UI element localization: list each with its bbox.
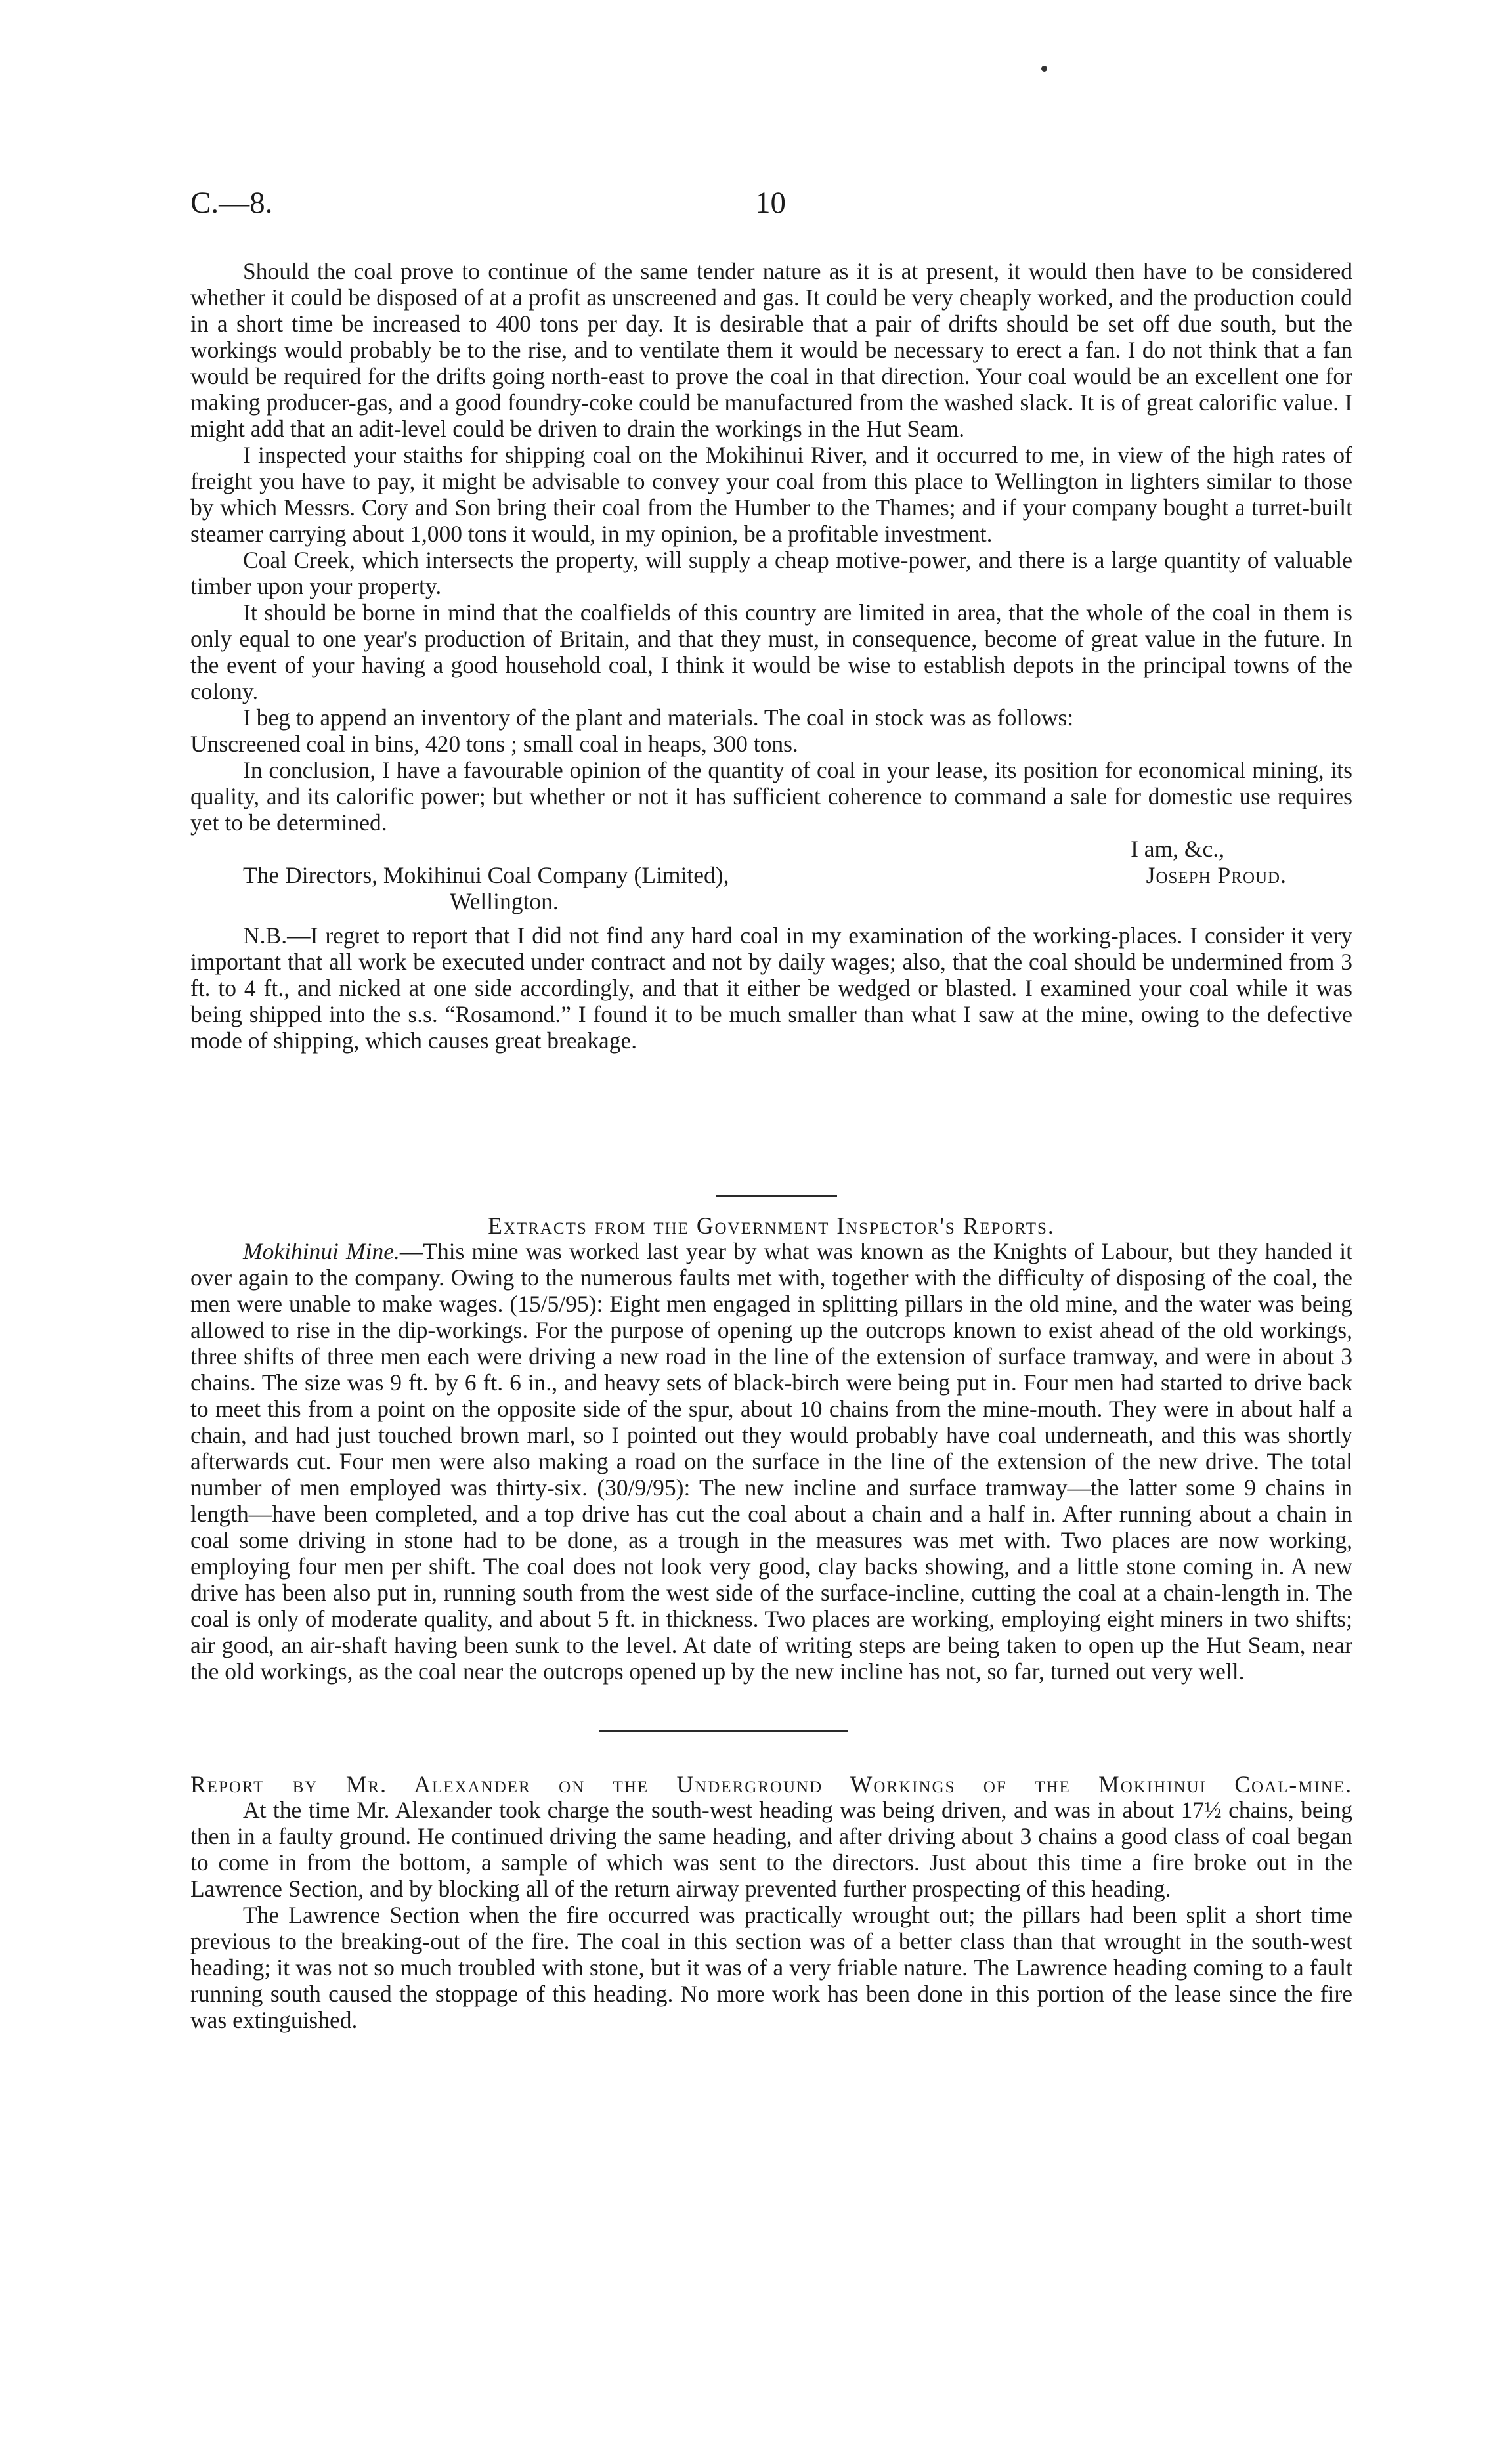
report-paragraph-2: The Lawrence Section when the fire occurred was practically wrought out; the pillars had been split a short time previous to the breaking-out of the fire. The coal in this section was of a better class than that wrought in the south-west heading; it was not so much troubled with stone, but it was of a very friable nature. The Lawrence heading coming to a fault running south caused the stoppage of this heading. No more work has been done in this portion of the lease since the fire was extinguished. — [190, 1902, 1352, 2033]
report-paragraph-1: At the time Mr. Alexander took charge the south-west heading was being driven, and was in about 17½ chains, being then in a faulty ground. He continued driving the same heading, and after driving about 3 chains a good class of coal began to come in from the bottom, a sample of which was sent to the directors. Just about this time a fire broke out in the Lawrence Section, and by blocking all of the return airway prevented further prospecting of this heading. — [190, 1797, 1352, 1902]
signature-block — [190, 836, 1352, 914]
stock-line: Unscreened coal in bins, 420 tons ; small coal in heaps, 300 tons. — [190, 731, 798, 757]
addressee: The Directors, Mokihinui Coal Company (Limited), — [243, 862, 729, 888]
extracts-body — [190, 1238, 1352, 1685]
letter-paragraph-3: Coal Creek, which intersects the property, will supply a cheap motive-power, and there is a large quantity of valuable timber upon your property. — [190, 547, 1352, 599]
report-heading: Report by Mr. Alexander on the Underground Workings of the Mokihinui Coal-mine. — [190, 1771, 1352, 1797]
section-divider — [716, 1195, 837, 1197]
document-reference: C.—8. — [190, 186, 273, 220]
letter-body — [190, 258, 1352, 1054]
letter-paragraph-5: I beg to append an inventory of the plant and materials. The coal in stock was as follows: — [243, 704, 1074, 731]
page-number: 10 — [755, 186, 786, 220]
section-divider — [599, 1730, 848, 1732]
signatory-name: Joseph Proud. — [1146, 862, 1287, 888]
report-body — [190, 1797, 1352, 2033]
scan-speck — [1041, 66, 1047, 72]
mine-name: Mokihinui Mine. — [243, 1238, 400, 1264]
extracts-text: —This mine was worked last year by what was known as the Knights of Labour, but they handed it over again to the company. Owing to the numerous faults met with, together with the difficulty of disposing of the coal, the men were unable to make wages. (15/5/95): Eight men engaged in splitting pillars in the old mine, and the water was being allowed to rise in the dip-workings. For the purpose of opening up the outcrops known to exist ahead of the old workings, three shifts of three men each were driving a new road in the line of the extension of surface tramway, and were in about 3 chains. The size was 9 ft. by 6 ft. 6 in., and heavy sets of black-birch were being put in. Four men had started to drive back to meet this from a point on the opposite side of the spur, about 10 chains from the mine-mouth. They were in about half a chain, and had just touched brown marl, so I pointed out they would probably have coal underneath, and this was shortly afterwards cut. Four men were also making a road on the surface in the line of the extension of the new drive. The total number of men employed was thirty-six. (30/9/95): The new incline and surface tramway—the latter some 9 chains in length—have been completed, and a top drive has cut the coal about a chain and a half in. After running about a chain in coal some driving in stone had to be done, as a trough in the measures was met with. Two places are now working, employing four men per shift. The coal does not look very good, clay backs showing, and a little stone coming in. A new drive has been also put in, running south from the west side of the surface-incline, cutting the coal at a chain-length in. The coal is only of moderate quality, and about 5 ft. in thickness. Two places are working, employing eight miners in two shifts; air good, an air-shaft having been sunk to the level. At date of writing steps are being taken to open up the Hut Seam, near the old workings, as the coal near the outcrops opened up by the new incline has not, so far, turned out very well. — [190, 1238, 1353, 1685]
extracts-paragraph — [190, 1238, 1352, 1685]
closing-line: I am, &c., — [1131, 836, 1224, 862]
addressee-city: Wellington. — [450, 888, 559, 914]
letter-paragraph-4: It should be borne in mind that the coalfields of this country are limited in area, that the whole of the coal in them is only equal to one year's production of Britain, and that they must, in consequence, become of great value in the future. In the event of your having a good household coal, I think it would be wise to establish depots in the principal towns of the colony. — [190, 599, 1352, 704]
letter-paragraph-1: Should the coal prove to continue of the same tender nature as it is at present, it would then have to be considered whether it could be disposed of at a profit as unscreened and gas. It could be very cheaply worked, and the production could in a short time be increased to 400 tons per day. It is desirable that a pair of drifts should be set off due south, but the workings would probably be to the rise, and to ventilate them it would be necessary to erect a fan. I do not think that a fan would be required for the drifts going north-east to prove the coal in that direction. Your coal would be an excellent one for making producer-gas, and a good foundry-coke could be manufactured from the washed slack. It is of great calorific value. I might add that an adit-level could be driven to drain the workings in the Hut Seam. — [190, 258, 1352, 442]
page-header — [190, 185, 1352, 225]
nb-paragraph: N.B.—I regret to report that I did not find any hard coal in my examination of the working-places. I consider it very important that all work be executed under contract and not by daily wages; also, that the coal should be undermined from 3 ft. to 4 ft., and nicked at one side accordingly, and that it either be wedged or blasted. I examined your coal while it was being shipped into the s.s. “Rosamond.” I found it to be much smaller than what I saw at the mine, owing to the defective mode of shipping, which causes great breakage. — [190, 922, 1352, 1054]
letter-paragraph-2: I inspected your staiths for shipping coal on the Mokihinui River, and it occurred to me, in view of the high rates of freight you have to pay, it might be advisable to convey your coal from this place to Wellington in lighters similar to those by which Messrs. Cory and Son bring their coal from the Humber to the Thames; and if your company bought a turret-built steamer carrying about 1,000 tons it would, in my opinion, be a profitable investment. — [190, 442, 1352, 547]
extracts-heading: Extracts from the Government Inspector's Reports. — [488, 1213, 1055, 1239]
conclusion-paragraph: In conclusion, I have a favourable opinion of the quantity of coal in your lease, its position for economical mining, its quality, and its calorific power; but whether or not it has sufficient coherence to command a sale for domestic use requires yet to be determined. — [190, 757, 1352, 836]
